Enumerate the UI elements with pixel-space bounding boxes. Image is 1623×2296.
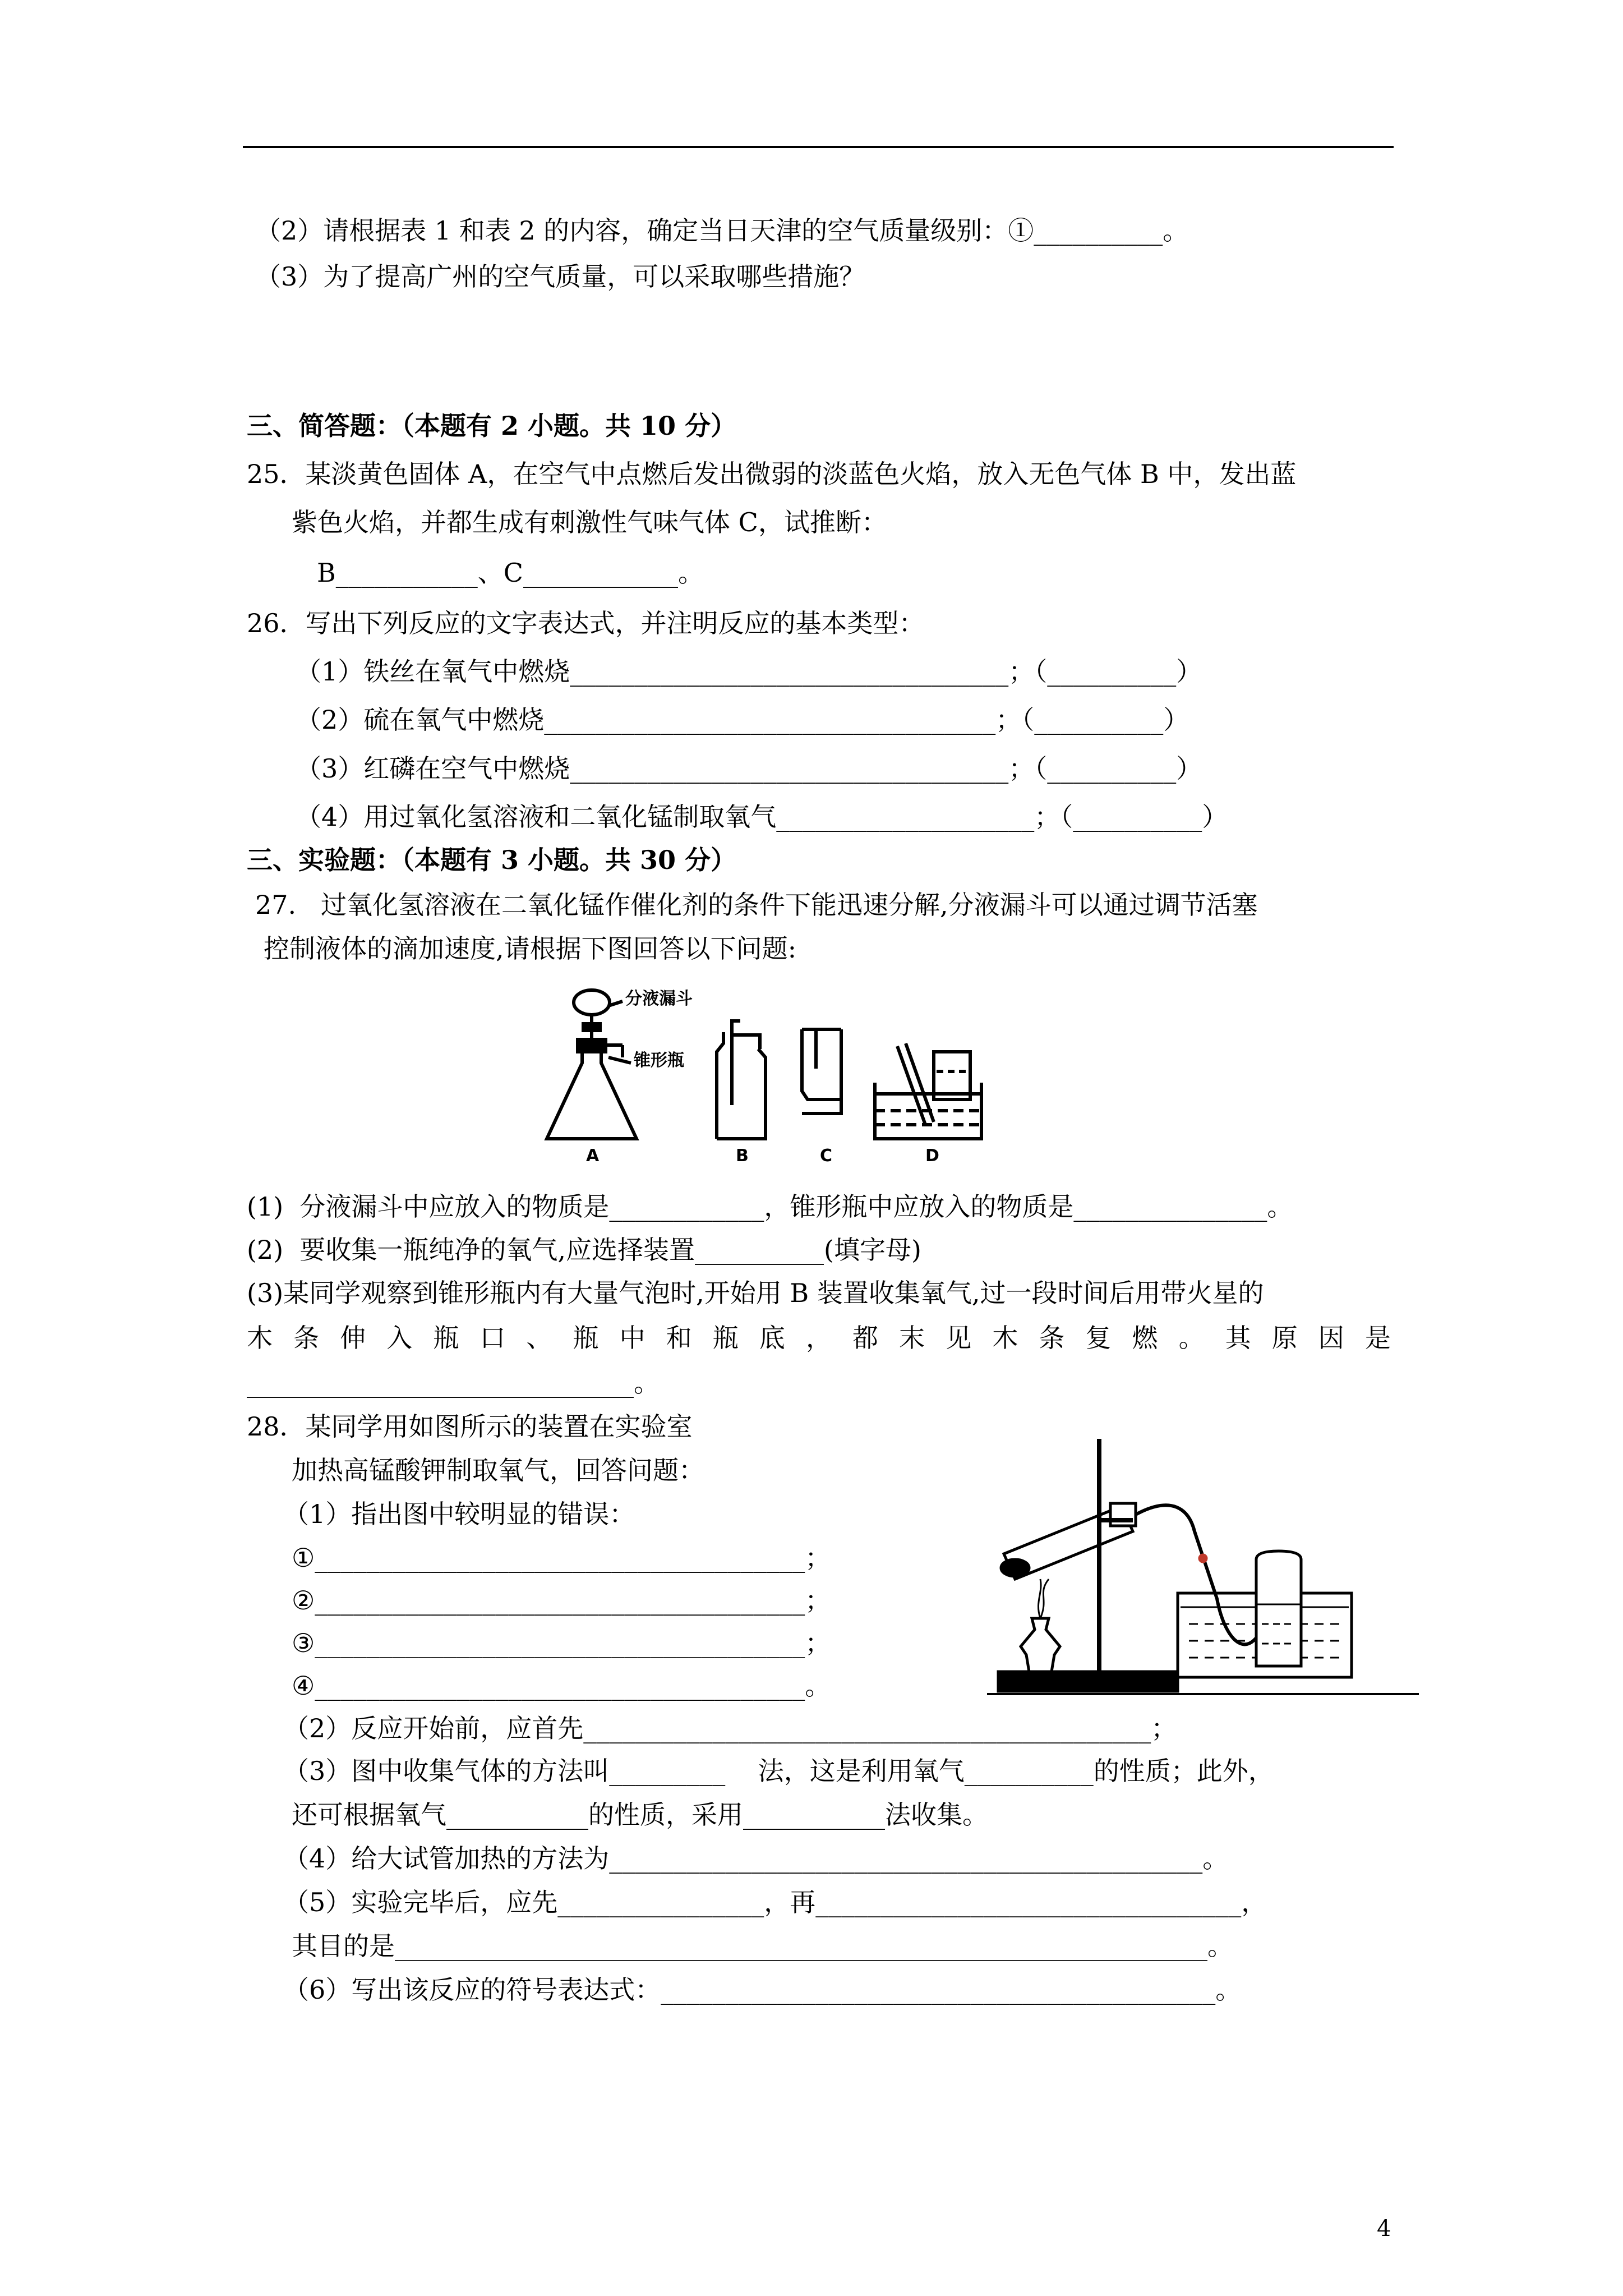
q28-part1: （1）指出图中较明显的错误：: [283, 1499, 635, 1529]
char: 见: [946, 1323, 972, 1353]
q26-item1: （1）铁丝在氧气中燃烧__________________________________；（__________）: [296, 656, 1202, 687]
q27-part1: (1) 分液漏斗中应放入的物质是____________，锥形瓶中应放入的物质是_______________。: [247, 1191, 1293, 1222]
label-d: D: [925, 1146, 939, 1164]
label-a: A: [586, 1146, 600, 1164]
char: 原: [1271, 1323, 1298, 1353]
alcohol-lamp: [1021, 1618, 1060, 1672]
char: 瓶: [712, 1323, 739, 1353]
q28-part5-line2: 其目的是_______________________________________________________________。: [292, 1931, 1233, 1961]
section-short-answer-heading: 三、简答题：（本题有 2 小题。共 10 分）: [247, 411, 737, 441]
q26-item4: （4）用过氧化氢溶液和二氧化锰制取氧气____________________；（__________）: [296, 802, 1228, 832]
apparatus-b: [717, 1021, 766, 1139]
q28-line1: 28．某同学用如图所示的装置在实验室: [247, 1411, 693, 1442]
char: 复: [1085, 1323, 1112, 1353]
q27-part3-line1: (3)某同学观察到锥形瓶内有大量气泡时,开始用 B 装置收集氧气,过一段时间后用带火星的: [247, 1278, 1264, 1308]
q28-error4: ④______________________________________。: [292, 1671, 831, 1701]
rubber-joint: [1200, 1555, 1206, 1562]
q28-line2: 加热高锰酸钾制取氧气，回答问题：: [292, 1455, 704, 1485]
q27-part2: (2) 要收集一瓶纯净的氧气,应选择装置__________(填字母): [247, 1235, 921, 1265]
char: 条: [293, 1323, 320, 1353]
q27-part3-answer: ______________________________。: [247, 1368, 660, 1398]
char: 伸: [340, 1323, 366, 1353]
char: 都: [852, 1323, 879, 1353]
char: 、: [526, 1323, 552, 1353]
q28-part5-line1: （5）实验完毕后，应先________________，再_________________________________，: [283, 1887, 1267, 1917]
label-c: C: [820, 1146, 833, 1164]
q28-part2: （2）反应开始前，应首先____________________________________________；: [283, 1713, 1177, 1743]
char: 末: [899, 1323, 925, 1353]
q27-apparatus-figure: [538, 979, 1071, 1164]
char: 瓶: [433, 1323, 459, 1353]
q25-answer-line: B___________、C____________。: [317, 558, 704, 588]
delivery-tube: [1136, 1505, 1267, 1644]
q28-error2: ②______________________________________；: [292, 1585, 831, 1616]
char: 木: [247, 1323, 273, 1353]
q26-stem: 26．写出下列反应的文字表达式，并注明反应的基本类型：: [247, 608, 925, 638]
label-conical-flask: 锥形瓶: [634, 1051, 684, 1070]
char: 木: [992, 1323, 1018, 1353]
q27-line1: 27. 过氧化氢溶液在二氧化锰作催化剂的条件下能迅速分解,分液漏斗可以通过调节活塞: [255, 890, 1258, 920]
q28-error1: ①______________________________________；: [292, 1543, 831, 1573]
q28-part4: （4）给大试管加热的方法为______________________________________________。: [283, 1843, 1229, 1874]
page-number: 4: [1377, 2216, 1391, 2242]
char: 是: [1364, 1323, 1391, 1353]
char: 和: [666, 1323, 692, 1353]
char: 其: [1225, 1323, 1251, 1353]
q28-error3: ③______________________________________；: [292, 1628, 831, 1658]
header-rule: [243, 146, 1394, 148]
label-b: B: [736, 1146, 749, 1164]
label-separating-funnel: 分液漏斗: [625, 989, 693, 1009]
char: 底: [759, 1323, 785, 1353]
test-tube: [1001, 1503, 1136, 1579]
char: 中: [619, 1323, 645, 1353]
apparatus-d: [875, 1043, 981, 1139]
q26-item3: （3）红磷在空气中燃烧__________________________________；（__________）: [296, 753, 1202, 784]
q28-part3-line2: 还可根据氧气___________的性质，采用___________法收集。: [292, 1800, 988, 1830]
char: 。: [1178, 1323, 1205, 1353]
q24-part2: （2）请根据表 1 和表 2 的内容，确定当日天津的空气质量级别：①__________。: [255, 215, 1189, 246]
char: ，: [805, 1323, 832, 1353]
q27-part3-line2: [247, 1325, 1391, 1351]
collection-bottle: [1256, 1551, 1301, 1666]
flame: [1038, 1579, 1049, 1618]
char: 入: [386, 1323, 413, 1353]
char: 因: [1318, 1323, 1344, 1353]
stand-base: [998, 1672, 1178, 1691]
char: 燃: [1132, 1323, 1158, 1353]
char: 口: [479, 1323, 506, 1353]
q28-part6: （6）写出该反应的符号表达式：___________________________________________。: [283, 1975, 1242, 2005]
section-experiment-heading: 三、实验题：（本题有 3 小题。共 30 分）: [247, 845, 737, 875]
char: 瓶: [573, 1323, 599, 1353]
char: 条: [1039, 1323, 1065, 1353]
q27-line2: 控制液体的滴加速度,请根据下图回答以下问题:: [264, 933, 797, 964]
q26-item2: （2）硫在氧气中燃烧___________________________________；（__________）: [296, 705, 1189, 735]
apparatus-c: [802, 1029, 841, 1114]
q28-part3-line1: （3）图中收集气体的方法叫_________ 法，这是利用氧气__________的性质；此外，: [283, 1756, 1274, 1786]
q25-line1: 25．某淡黄色固体 A，在空气中点燃后发出微弱的淡蓝色火焰，放入无色气体 B 中，发出蓝: [247, 459, 1297, 489]
q25-line2: 紫色火焰，并都生成有刺激性气味气体 C，试推断：: [292, 507, 887, 537]
apparatus-a: [547, 990, 637, 1139]
q28-apparatus-figure: [987, 1430, 1419, 1700]
q24-part3: （3）为了提高广州的空气质量，可以采取哪些措施？: [255, 261, 865, 292]
